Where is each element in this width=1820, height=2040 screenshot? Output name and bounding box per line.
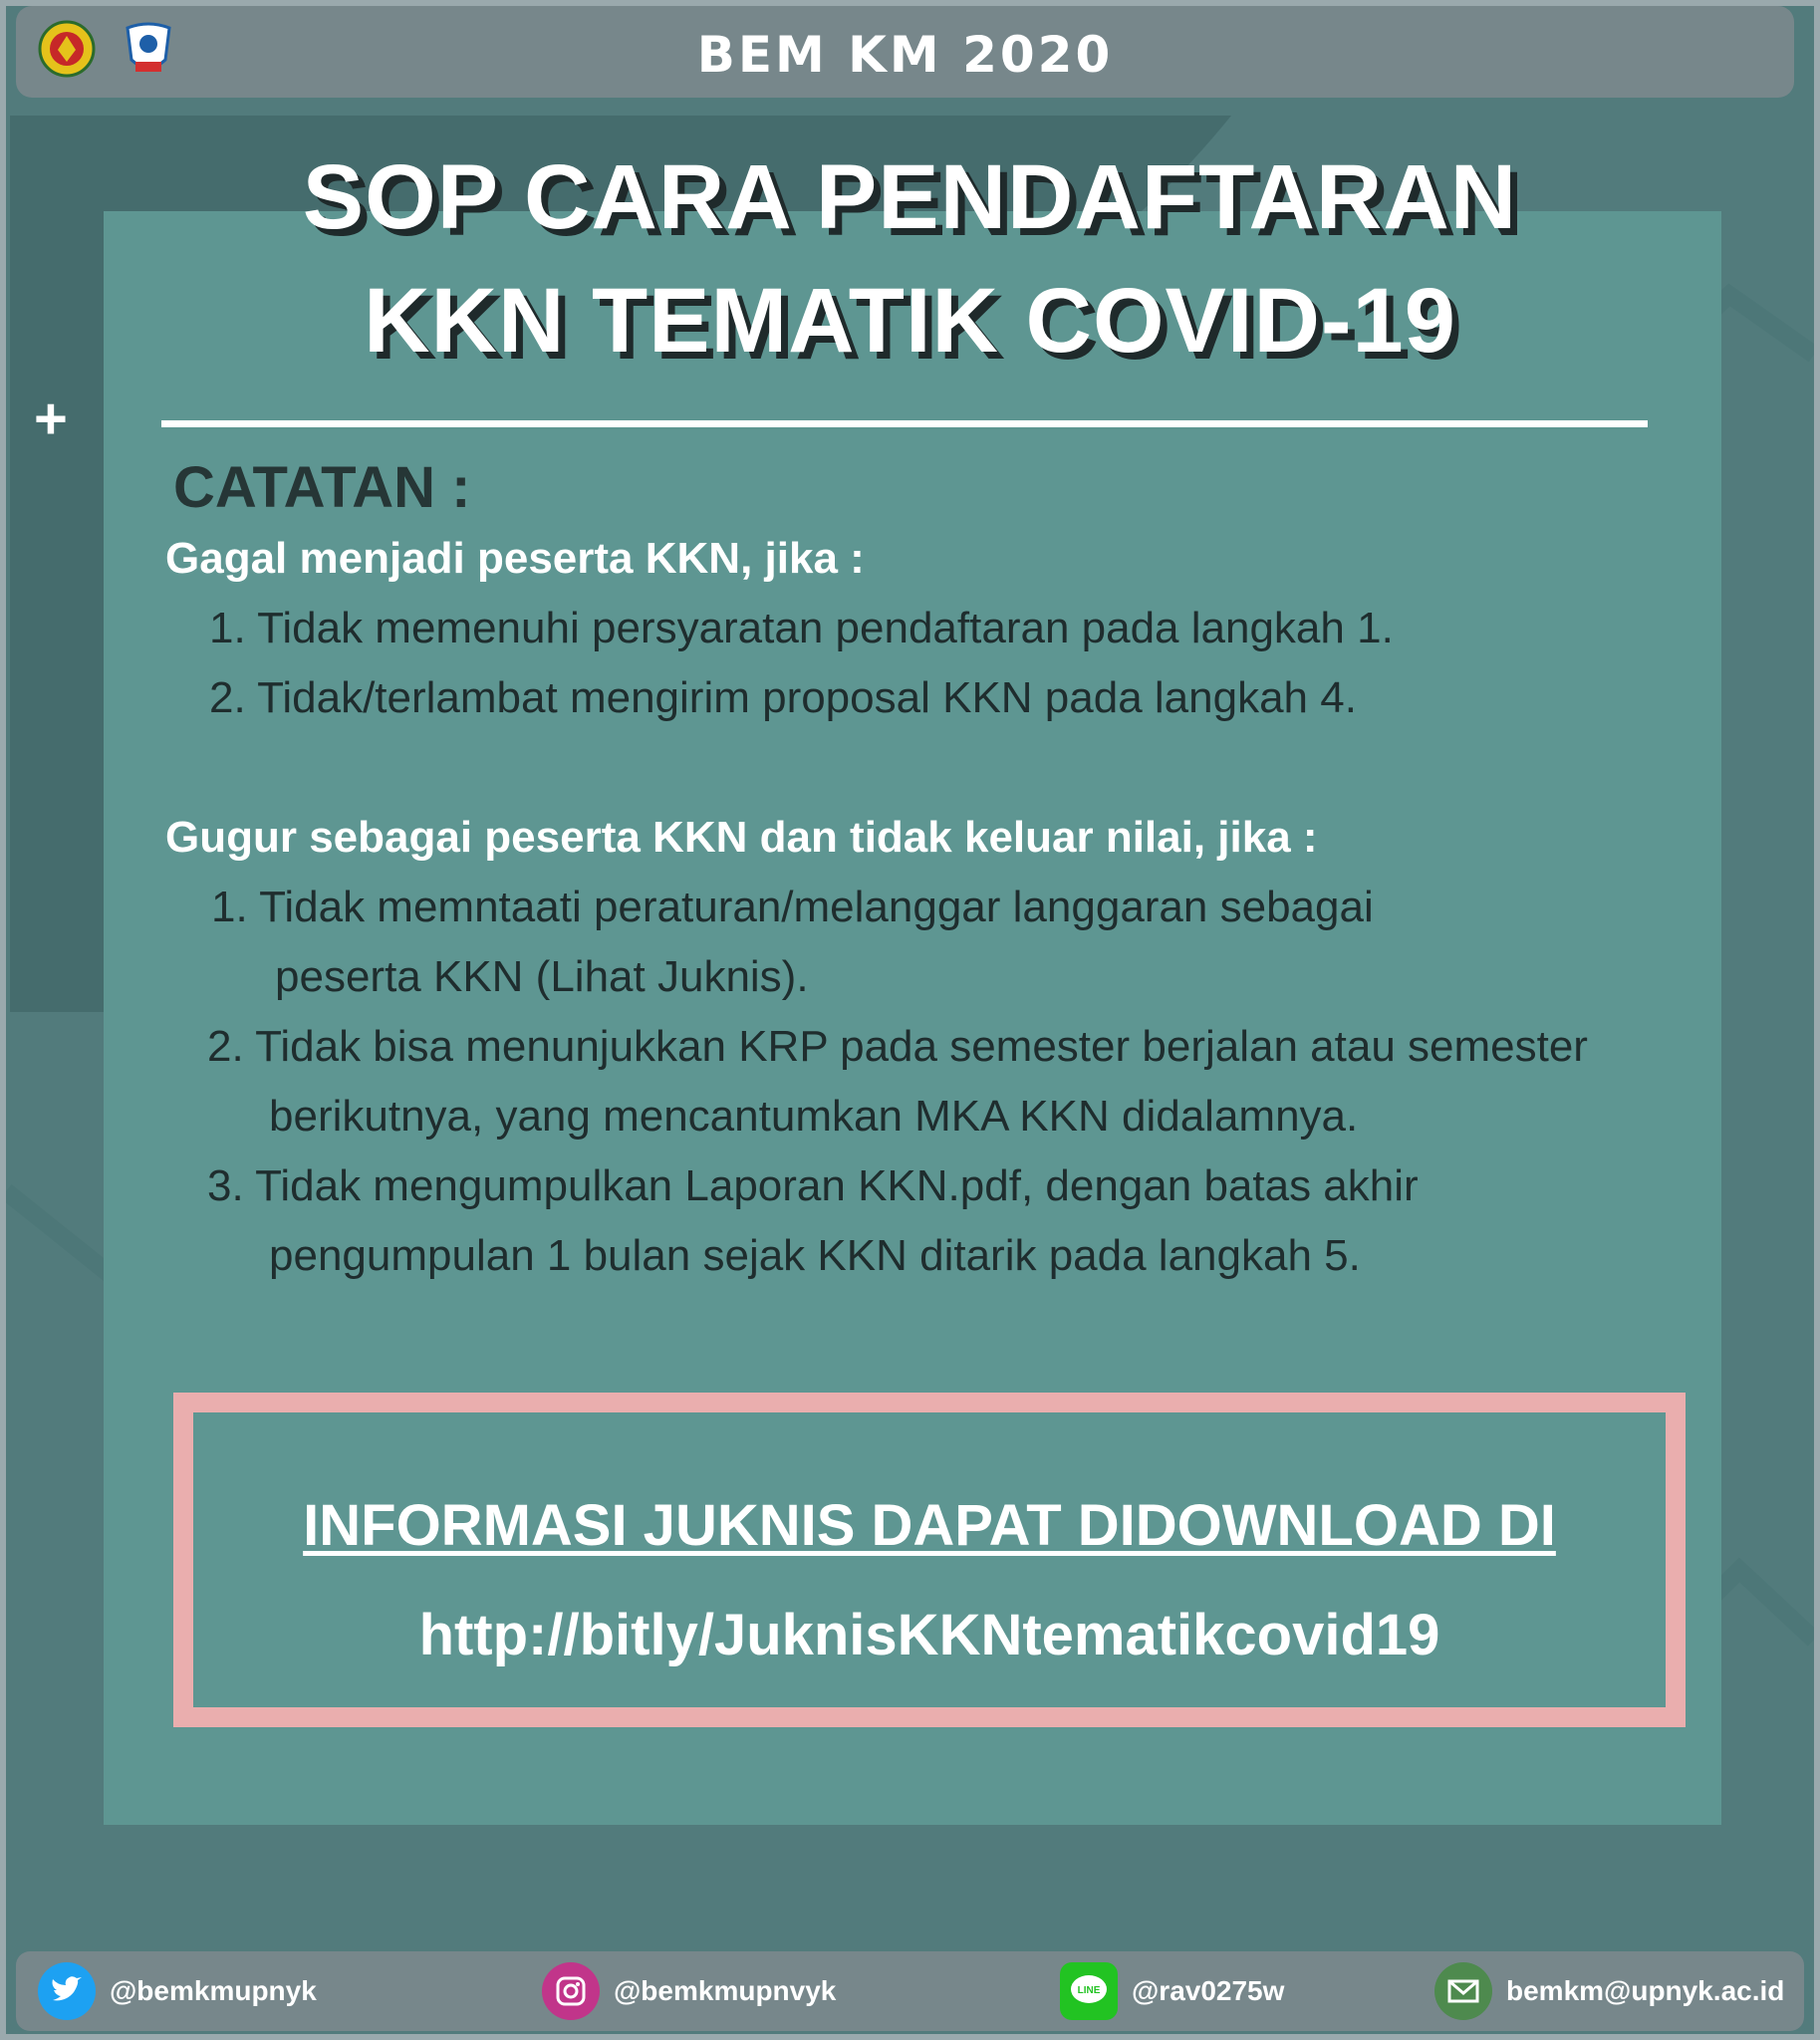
- info-heading: INFORMASI JUKNIS DAPAT DIDOWNLOAD DI: [303, 1493, 1556, 1558]
- line-icon: [1060, 1962, 1118, 2020]
- catatan-label: CATATAN :: [173, 455, 471, 520]
- twitter-icon: [38, 1962, 96, 2020]
- section1-heading: Gagal menjadi peserta KKN, jika :: [165, 534, 865, 583]
- section2-item-line: 1. Tidak memntaati peraturan/melanggar langgaran sebagai: [211, 883, 1374, 931]
- section1-item: 1. Tidak memenuhi persyaratan pendaftaran pada langkah 1.: [209, 604, 1394, 652]
- header-bar: [16, 6, 1794, 98]
- email-icon: [1434, 1962, 1492, 2020]
- footer-bar: [16, 1951, 1804, 2031]
- title-divider: [161, 420, 1648, 427]
- section2-item-line: peserta KKN (Lihat Juknis).: [275, 952, 809, 1001]
- line-handle: @rav0275w: [1132, 1975, 1285, 2006]
- main-title-line1: SOP CARA PENDAFTARAN: [302, 146, 1518, 248]
- section2-heading: Gugur sebagai peserta KKN dan tidak keluar nilai, jika :: [165, 813, 1318, 862]
- section2-item-line: 2. Tidak bisa menunjukkan KRP pada semester berjalan atau semester: [207, 1022, 1588, 1071]
- instagram-contact[interactable]: [542, 1961, 836, 2021]
- line-contact[interactable]: [1060, 1961, 1284, 2021]
- main-title-line2: KKN TEMATIK COVID-19: [364, 270, 1456, 372]
- section1-item: 2. Tidak/terlambat mengirim proposal KKN pada langkah 4.: [209, 673, 1357, 722]
- section2-item-line: 3. Tidak mengumpulkan Laporan KKN.pdf, dengan batas akhir: [207, 1161, 1419, 1210]
- email-contact[interactable]: [1434, 1961, 1784, 2021]
- instagram-icon: [542, 1962, 600, 2020]
- twitter-handle: @bemkmupnyk: [110, 1975, 317, 2006]
- plus-icon: +: [34, 386, 68, 451]
- section2-item-line: berikutnya, yang mencantumkan MKA KKN didalamnya.: [269, 1092, 1359, 1141]
- twitter-contact[interactable]: [38, 1961, 317, 2021]
- instagram-handle: @bemkmupnvyk: [614, 1975, 837, 2006]
- juknis-link[interactable]: http://bitly/JuknisKKNtematikcovid19: [418, 1603, 1440, 1667]
- poster: [6, 6, 1814, 2034]
- email-address: bemkm@upnyk.ac.id: [1506, 1975, 1785, 2006]
- section2-item-line: pengumpulan 1 bulan sejak KKN ditarik pada langkah 5.: [269, 1231, 1361, 1280]
- info-box: [173, 1393, 1686, 1727]
- header-title: BEM KM 2020: [696, 26, 1114, 84]
- svg-text:LINE: LINE: [1077, 1985, 1101, 1996]
